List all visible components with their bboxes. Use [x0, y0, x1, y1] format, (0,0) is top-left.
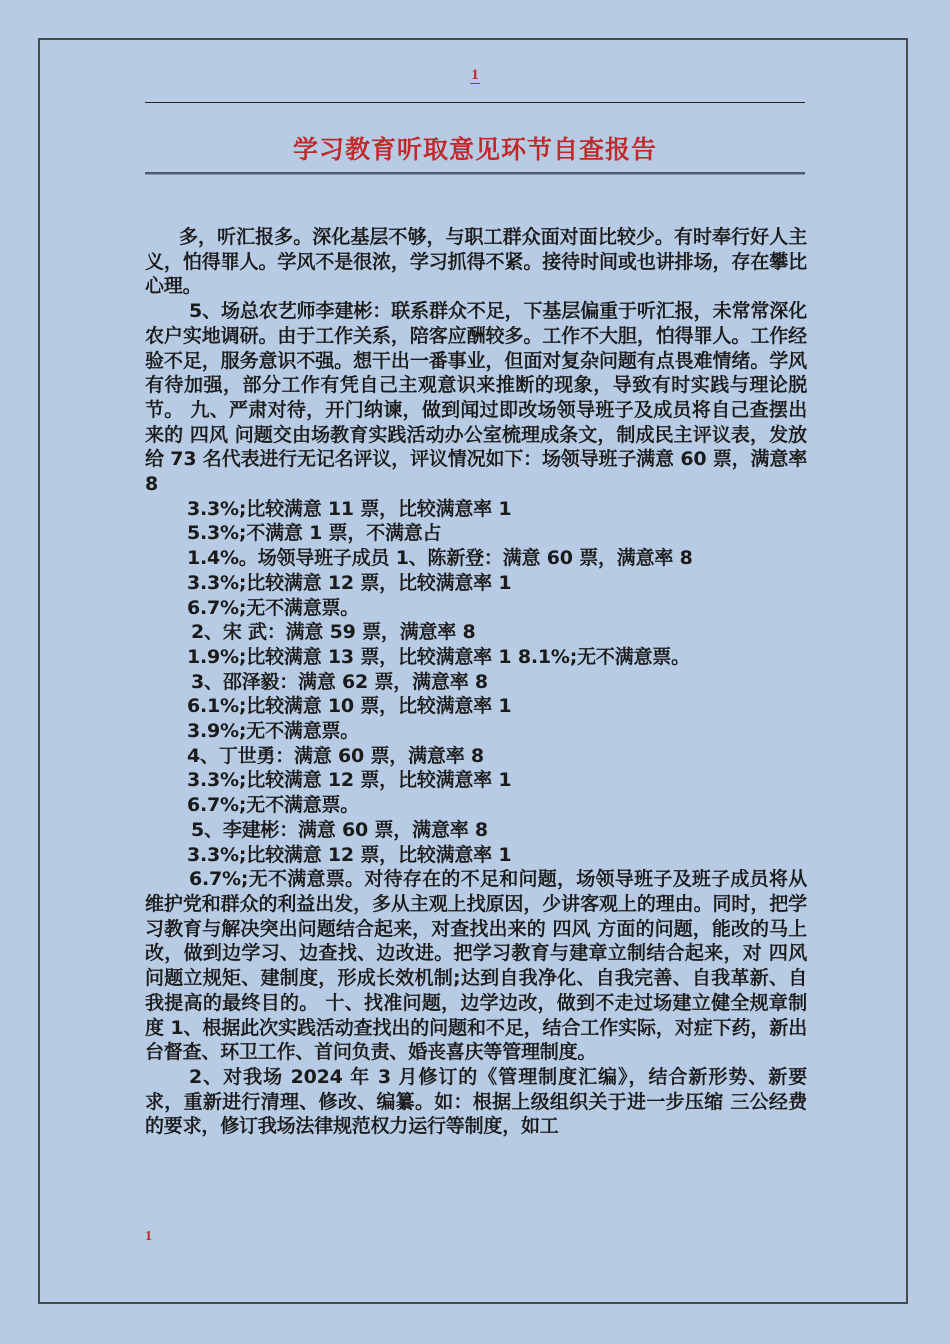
paragraph: 3、邵泽毅：满意 62 票，满意率 8 — [191, 670, 488, 693]
paragraph: 多，听汇报多。深化基层不够，与职工群众面对面比较少。有时奉行好人主义，怕得罪人。学风不是很浓，学习抓得不紧。接待时间或也讲排场，存在攀比心理。 — [145, 226, 807, 298]
paragraph: 4、丁世勇：满意 60 票，满意率 8 — [187, 744, 484, 767]
footer-page-number: 1 — [145, 1229, 152, 1244]
title-rule — [145, 172, 805, 174]
paragraph: 3.3%;比较满意 12 票，比较满意率 1 — [187, 571, 512, 594]
paragraph: 6.7%;无不满意票。 — [187, 794, 360, 817]
header-rule — [145, 102, 805, 103]
paragraph: 6.7%;无不满意票。对待存在的不足和问题，场领导班子及班子成员将从维护党和群众的利益出发，多从主观上找原因，少讲客观上的理由。同时，把学习教育与解决突出问题结合起来，对查找出来的 四风 方面的问题，能改的马上改，做到边学习、边查找、边改进。把学习教育与建章立制结合起来，对 四风 问题立规矩、建制度，形成长效机制;达到自我净化、自我完善、自我革新、自我提高的最终目的。 十、找准问题，边学边改，做到不走过场建立健全规章制度 1、根据此次实践活动查找出的问题和不足，结合工作实际，对症下药，新出台督查、环卫工作、首问负责、婚丧喜庆等管理制度。 — [145, 868, 807, 1064]
paragraph: 6.1%;比较满意 10 票，比较满意率 1 — [187, 695, 512, 718]
paragraph: 1.9%;比较满意 13 票，比较满意率 1 8.1%;无不满意票。 — [187, 645, 690, 668]
paragraph: 2、宋 武：满意 59 票，满意率 8 — [191, 621, 476, 644]
document-title: 学习教育听取意见环节自查报告 — [292, 135, 657, 164]
document-body — [145, 225, 807, 1139]
paragraph: 2、对我场 2024 年 3 月修订的《管理制度汇编》，结合新形势、新要求，重新进行清理、修改、编纂。如：根据上级组织关于进一步压缩 三公经费 的要求，修订我场法律规范权力运行等制度，如工 — [145, 1065, 807, 1138]
paragraph: 3.9%;无不满意票。 — [187, 720, 360, 743]
paragraph: 5、场总农艺师李建彬：联系群众不足，下基层偏重于听汇报，未常常深化农户实地调研。由于工作关系，陪客应酬较多。工作不大胆，怕得罪人。工作经验不足，服务意识不强。想干出一番事业，但面对复杂问题有点畏难情绪。学风有待加强，部分工作有凭自己主观意识来推断的现象，导致有时实践与理论脱节。 九、严肃对待，开门纳谏，做到闻过即改场领导班子及成员将自己查摆出来的 四风 问题交由场教育实践活动办公室梳理成条文，制成民主评议表，发放给 73 名代表进行无记名评议，评议情况如下：场领导班子满意 60 票，满意率 8 — [145, 300, 807, 496]
paragraph: 5.3%;不满意 1 票，不满意占 — [187, 522, 442, 545]
paragraph: 3.3%;比较满意 12 票，比较满意率 1 — [187, 769, 512, 792]
paragraph: 5、李建彬：满意 60 票，满意率 8 — [191, 818, 488, 841]
paragraph: 3.3%;比较满意 11 票，比较满意率 1 — [187, 497, 512, 520]
paragraph: 6.7%;无不满意票。 — [187, 596, 360, 619]
paragraph: 3.3%;比较满意 12 票，比较满意率 1 — [187, 843, 512, 866]
paragraph: 1.4%。场领导班子成员 1、陈新登：满意 60 票，满意率 8 — [187, 547, 693, 570]
header-page-number: 1 — [471, 67, 479, 83]
